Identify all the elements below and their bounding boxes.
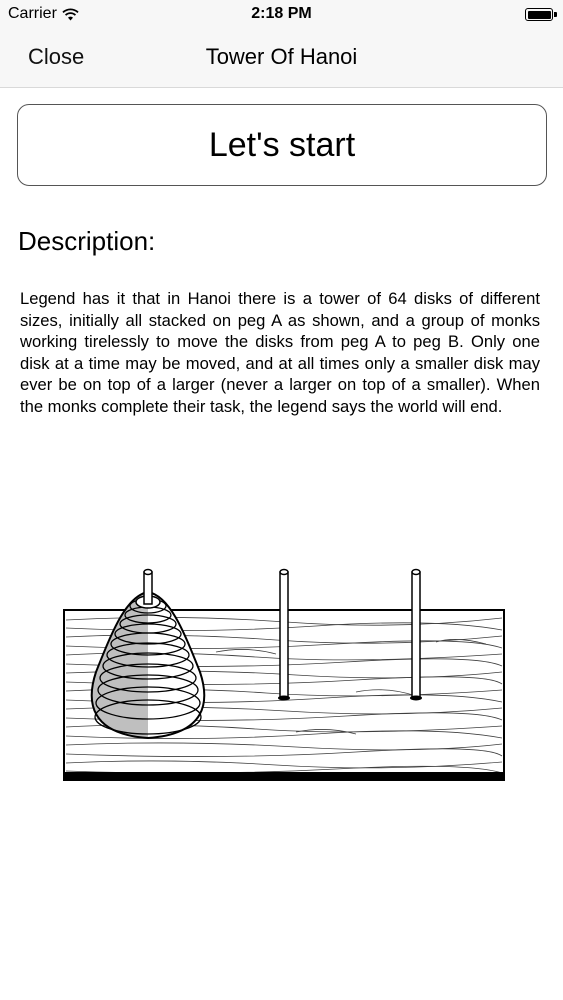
battery-icon [525,8,553,21]
peg-b [278,570,290,701]
lets-start-button[interactable]: Let's start [17,104,547,186]
carrier-label: Carrier [8,5,57,22]
description-text: Legend has it that in Hanoi there is a tower of 64 disks of different sizes, initially all stacked on peg A as shown, and a group of monks working tirelessly to move the disks from peg A to peg B. Only one disk at a time may be moved, and at all times only a smaller disk may ever be on top of a larger (never a larger on top of a smaller). When the monks complete their task, the legend says the world will end. [20,289,540,416]
tower-of-hanoi-illustration [56,562,516,792]
status-bar [0,0,563,28]
close-button[interactable]: Close [28,44,85,69]
page-title: Tower Of Hanoi [205,44,358,69]
navigation-bar [0,28,563,88]
peg-c [410,570,422,701]
description-heading: Description: [18,226,156,256]
status-time: 2:18 PM [251,5,312,22]
peg-a [144,570,152,605]
